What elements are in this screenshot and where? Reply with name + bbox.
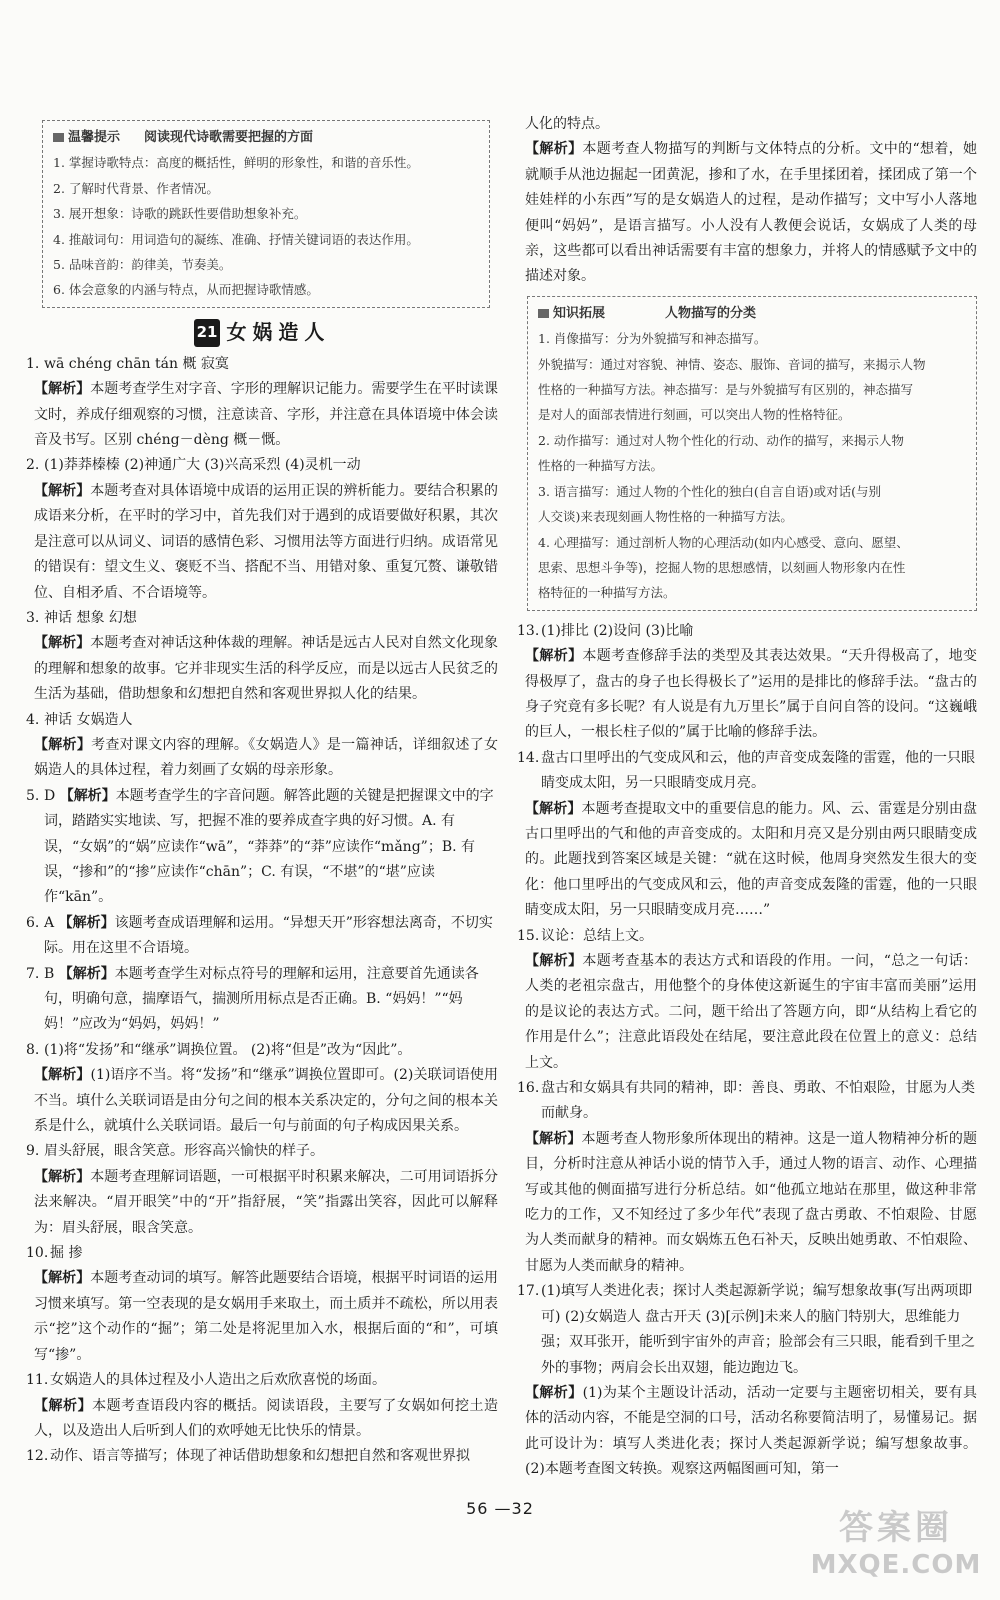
continuation-text: 人化的特点。 (525, 116, 609, 132)
explanation-text: 本题考查动词的填写。解答此题要结合语境，根据平时词语的运用习惯来填写。第一空表现的是女娲用手来取土，而土质并不疏松，所以用表示“挖”这个动作的“掘”；第二处是将泥里加入水，根据后面的“和”，可填写“掺”。 (34, 1270, 498, 1363)
explanation-label: 【 解析 】 (525, 1385, 583, 1401)
item-body (44, 784, 498, 911)
knowledge-line: 4. 心理描写：通过剖析人物的心理活动(如内心感受、意向、愿望、 (538, 534, 909, 550)
item-answer: 盘古口里呼出的气变成风和云，他的声音变成轰隆的雷霆，他的一只眼睛变成太阳，另一只眼睛变成月亮。 (541, 749, 975, 792)
explanation-text: 本题考查基本的表达方式和语段的作用。一问，“总之一句话：人类的老祖宗盘古，用他整个的身体使这新诞生的宇宙丰富而美丽”运用的是议论的表达方式。二问，题干给出了答题方向，即“从结构上看它的作用是什么”；注意此语段处在结尾，要注意此段在位置上的意义：总结上文。 (525, 953, 978, 1071)
knowledge-box-tag (538, 301, 605, 326)
answer-item (26, 453, 498, 478)
explanation-label: 【 解析 】 (34, 381, 90, 397)
right-column (517, 112, 977, 1483)
knowledge-line: 是对人的面部表情进行刻画，可以突出人物的性格特征。 (538, 407, 851, 423)
knowledge-box-header (538, 301, 966, 326)
explanation (517, 1127, 977, 1279)
explanation (26, 1063, 498, 1139)
item-answer: wā chéng chān tán 概 寂寞 (44, 355, 229, 372)
item-number: 4. (26, 711, 40, 728)
item-number: 7. (26, 965, 40, 982)
knowledge-line: 2. 动作描写：通过对人物个性化的行动、动作的描写，来揭示人物 (538, 432, 904, 448)
explanation-text: 本题考查学生的字音问题。解答此题的关键是把握课文中的字词，踏踏实实地读、写，把握不准的要养成查字典的好习惯。A. 有误，“女娲”的“娲”应读作“wā”，“莽莽”的“莽”应读作“mǎng”；B. 有误，“掺和”的“掺”应读作“chān”；C. 有误，“不堪”的“堪”应读作“kān”。 (44, 787, 494, 906)
explanation-text: 本题考查修辞手法的类型及其表达效果。“天升得极高了，地变得极厚了，盘古的身子也长得极长了”运用的是排比的修辞手法。“盘古的身子究竟有多长呢？有人说是有九万里长”属于自问自答的设问。“这巍峨的巨人，一根长柱子似的”属于比喻的修辞手法。 (525, 648, 978, 741)
explanation-text: (1)为某个主题设计活动，活动一定要与主题密切相关，要有具体的活动内容，不能是空洞的口号，活动名称要简洁明了，易懂易记。据此可设计为：填写人类进化表；探讨人类起源新学说；编写想象故事。(2)本题考查图文转换。观察这两幅图画可知，第一 (525, 1384, 977, 1478)
explanation (26, 1165, 498, 1241)
tip-box-title: 阅读现代诗歌需要把握的方面 (144, 130, 314, 145)
tip-box-header (53, 125, 479, 150)
explanation (26, 1394, 498, 1445)
answer-item (26, 911, 498, 962)
tip-line: 5. 品味音韵：韵律美，节奏美。 (53, 257, 232, 273)
lesson-heading (26, 318, 498, 348)
explanation (517, 1381, 977, 1483)
knowledge-line: 人交谈)来表现刻画人物性格的一种描写方法。 (538, 509, 793, 525)
knowledge-line: 性格的一种描写方法。 (538, 458, 664, 474)
watermark-glyphs: 答案圈 (839, 1508, 953, 1548)
explanation-label: 【 解析 】 (525, 141, 582, 157)
item-number: 3. (26, 609, 40, 626)
item-number: 1. (26, 355, 40, 372)
explanation-label: 【 解析 】 (525, 801, 582, 817)
explanation-text: 本题考查对神话这种体裁的理解。神话是远古人民对自然文化现象的理解和想象的故事。它并非现实生活的科学反应，而是以远古人民贫乏的生活为基础，借助想象和幻想把自然和客观世界拟人化的结果。 (34, 635, 498, 703)
item-number: 8. (26, 1041, 40, 1058)
watermark-logo (806, 1506, 986, 1586)
explanation-label: 【 解析 】 (34, 1067, 90, 1083)
item-answer: (1)排比 (2)设问 (3)比喻 (541, 622, 694, 639)
lesson-title: 女娲造人 (226, 320, 331, 345)
tip-box (42, 120, 490, 308)
item-number: 11. (26, 1372, 49, 1389)
square-icon (538, 309, 549, 318)
tip-box-tag-text: 温馨提示 (68, 130, 121, 145)
knowledge-line: 思索、思想斗争等)，挖掘人物的思想感情，以刻画人物形象内在性 (538, 559, 906, 575)
tip-line: 6. 体会意象的内涵与特点，从而把握诗歌情感。 (53, 282, 319, 298)
knowledge-box-tag-text: 知识拓展 (553, 305, 606, 321)
item-number: 6. (26, 914, 40, 931)
explanation-label: 【 解析 】 (34, 1398, 92, 1414)
watermark-url: MXQE.COM (810, 1550, 982, 1580)
knowledge-line: 性格的一种描写方法。神态描写：是与外貌描写有区别的，神态描写 (538, 382, 914, 398)
explanation-text: (1)语序不当。将“发扬”和“继承”调换位置即可。(2)关联词语使用不当。填什么关联词语是由分句之间的根本关系决定的，分句之间的根本关系是什么，就填什么关联词语。最后一句与前面的句子构成因果关系。 (34, 1067, 499, 1135)
answer-item (517, 1076, 977, 1127)
item-number: 14. (517, 749, 540, 766)
knowledge-line: 格特征的一种描写方法。 (538, 585, 676, 601)
tip-box-tag (53, 125, 120, 150)
answer-item (517, 619, 977, 644)
answer-item (26, 352, 498, 377)
explanation-label: 【 解析 】 (34, 1270, 90, 1286)
explanation-label: 【 解析 】 (59, 966, 115, 982)
lesson-number: 21 (194, 319, 221, 346)
item-body (44, 911, 498, 962)
square-icon (53, 133, 64, 142)
item-number: 16. (517, 1080, 540, 1097)
explanation (517, 137, 977, 289)
explanation (517, 644, 977, 746)
item-answer: 动作、语言等描写；体现了神话借助想象和幻想把自然和客观世界拟 (50, 1448, 470, 1465)
item-answer: 神话 女娲造人 (44, 711, 133, 728)
explanation (26, 479, 498, 606)
tip-line: 2. 了解时代背景、作者情况。 (53, 180, 219, 196)
explanation (517, 797, 977, 924)
item-number: 5. (26, 787, 40, 804)
explanation (26, 733, 498, 784)
explanation (26, 377, 498, 453)
tip-line: 3. 展开想象：诗歌的跳跃性要借助想象补充。 (53, 206, 307, 222)
left-column (26, 112, 498, 1470)
knowledge-box-title: 人物描写的分类 (665, 305, 757, 321)
item-answer: 盘古和女娲具有共同的精神，即：善良、勇敢、不怕艰险，甘愿为人类而献身。 (541, 1080, 975, 1122)
item-answer: 议论：总结上文。 (541, 927, 653, 944)
answer-item (26, 962, 498, 1038)
explanation-label: 【 解析 】 (525, 648, 582, 664)
answer-item (517, 746, 977, 797)
explanation-text: 本题考查对具体语境中成语的运用正误的辨析能力。要结合积累的成语来分析，在平时的学习中，首先我们对于遇到的成语要做好积累，其次是注意可以从词义、词语的感情色彩、习惯用法等方面进行归纳。成语常见的错误有：望文生义、褒贬不当、搭配不当、用错对象、重复冗赘、谦敬错位、自相矛盾、不合语境等。 (34, 482, 498, 601)
explanation-label: 【 解析 】 (525, 1131, 582, 1147)
explanation (26, 1266, 498, 1368)
item-number: 10. (26, 1245, 49, 1262)
knowledge-box (527, 296, 977, 611)
knowledge-line: 3. 语言描写：通过人物的个性化的独白(自言自语)或对话(与别 (538, 483, 882, 499)
explanation-label: 【 解析 】 (59, 915, 115, 931)
item-answer: 女娲造人的具体过程及小人造出之后欢欣喜悦的场面。 (50, 1372, 386, 1389)
answer-item (26, 1139, 498, 1164)
explanation-text: 考查对课文内容的理解。《女娲造人》是一篇神话，详细叙述了女娲造人的具体过程，着力刻画了女娲的母亲形象。 (34, 736, 498, 779)
item-body (44, 962, 498, 1038)
explanation-label: 【 解析 】 (34, 737, 91, 753)
explanation-text: 该题考查成语理解和运用。“异想天开”形容想法离奇，不切实际。用在这里不合语境。 (44, 914, 493, 957)
explanation (517, 949, 977, 1076)
item-answer: B (44, 965, 55, 982)
explanation-text: 本题考查学生对字音、字形的理解识记能力。需要学生在平时读课文时，养成仔细观察的习惯，注意读音、字形，并注意在具体语境中体会读音及书写。区别 chéng－dèng 概－慨。 (34, 381, 498, 449)
answer-item (26, 1038, 498, 1063)
answer-item (517, 1279, 977, 1381)
explanation-label: 【 解析 】 (34, 1169, 90, 1185)
answer-item (26, 1444, 498, 1469)
item-number: 2. (26, 457, 40, 474)
explanation-label: 【 解析 】 (525, 953, 582, 969)
explanation-text: 本题考查语段内容的概括。阅读语段，主要写了女娲如何挖土造人，以及造出人后听到人们的欢呼她无比快乐的情景。 (34, 1397, 499, 1439)
explanation-text: 本题考查提取文中的重要信息的能力。风、云、雷霆是分别由盘古口里呼出的气和他的声音变成的。太阳和月亮又是分别由两只眼睛变成的。此题找到答案区域是关键：“就在这时候，他周身突然发生很大的变化：他口里呼出的气变成风和云，他的声音变成轰隆的雷霆，他的一只眼睛变成太阳，另一只眼睛变成月亮……” (525, 800, 978, 919)
item-number: 13. (517, 622, 540, 639)
explanation-text: 本题考查人物描写的判断与文体特点的分析。文中的“想着，她就顺手从池边掘起一团黄泥，掺和了水，在手里揉团着，揉团成了第一个娃娃样的小东西”写的是女娲造人的过程，是动作描写；文中写小人落地便叫“妈妈”，是语言描写。小人没有人教便会说话，女娲成了人类的母亲，这些都可以看出神话需要有丰富的想象力，并将人的情感赋予文中的描述对象。 (525, 141, 978, 285)
item-answer: 掘 掺 (50, 1245, 83, 1262)
tip-line: 1. 掌握诗歌特点：高度的概括性，鲜明的形象性，和谐的音乐性。 (53, 155, 419, 171)
item-number: 9. (26, 1143, 40, 1160)
answer-item (26, 1368, 498, 1393)
item-number: 17. (517, 1283, 540, 1300)
explanation-label: 【 解析 】 (60, 788, 116, 804)
answer-item (26, 1241, 498, 1266)
explanation-text: 本题考查理解词语题，一可根据平时积累来解决，二可用词语拆分法来解决。“眉开眼笑”中的“开”指舒展，“笑”指露出笑容，因此可以解释为：眉头舒展，眼含笑意。 (34, 1168, 498, 1236)
answer-item (26, 606, 498, 631)
knowledge-line: 外貌描写：通过对容貌、神情、姿态、服饰、音词的描写，来揭示人物 (538, 356, 926, 372)
knowledge-line: 1. 肖像描写：分为外貌描写和神态描写。 (538, 331, 767, 347)
explanation-label: 【 解析 】 (34, 635, 90, 651)
item-answer: D (44, 787, 56, 804)
explanation-label: 【 解析 】 (34, 483, 90, 499)
item-answer: A (44, 914, 55, 931)
explanation (26, 631, 498, 707)
page-number: 56 —32 (466, 1499, 534, 1518)
item-answer: 神话 想象 幻想 (44, 609, 137, 626)
item-answer: (1)莽莽榛榛 (2)神通广大 (3)兴高采烈 (4)灵机一动 (44, 457, 361, 474)
item-answer: (1)填写人类进化表；探讨人类起源新学说；编写想象故事(写出两项即可) (2)女娲造人 盘古开天 (3)[示例]未来人的脑门特别大，思维能力强；双耳张开，能听到宇宙外的声音；脸部会有三只眼，能看到千里之外的事物；两肩会长出双翅，能边跑边飞。 (541, 1283, 975, 1376)
item-answer: (1)将“发扬”和“继承”调换位置。 (2)将“但是”改为“因此”。 (44, 1041, 412, 1058)
answer-item (26, 708, 498, 733)
tip-line: 4. 推敲词句：用词造句的凝练、准确、抒情关键词语的表达作用。 (53, 231, 419, 247)
item-answer: 眉头舒展，眼含笑意。形容高兴愉快的样子。 (44, 1143, 324, 1160)
item-number: 15. (517, 927, 540, 944)
answer-item (517, 924, 977, 949)
explanation-text: 本题考查学生对标点符号的理解和运用，注意要首先通读各句，明确句意，揣摩语气，揣测所用标点是否正确。B. “妈妈！”“妈妈！”应改为“妈妈，妈妈！” (44, 965, 479, 1033)
item-number: 12. (26, 1448, 49, 1465)
answer-item (26, 784, 498, 911)
explanation-text: 本题考查人物形象所体现出的精神。这是一道人物精神分析的题目，分析时注意从神话小说的情节入手，通过人物的语言、动作、心理描写或其他的侧面描写进行分析总结。如“他孤立地站在那里，做这种非常吃力的工作，又不知经过了多少年代”表现了盘古勇敢、不怕艰险、甘愿为人类而献身的精神。而女娲炼五色石补天，反映出她勇敢、不怕艰险、甘愿为人类而献身的精神。 (525, 1130, 978, 1274)
